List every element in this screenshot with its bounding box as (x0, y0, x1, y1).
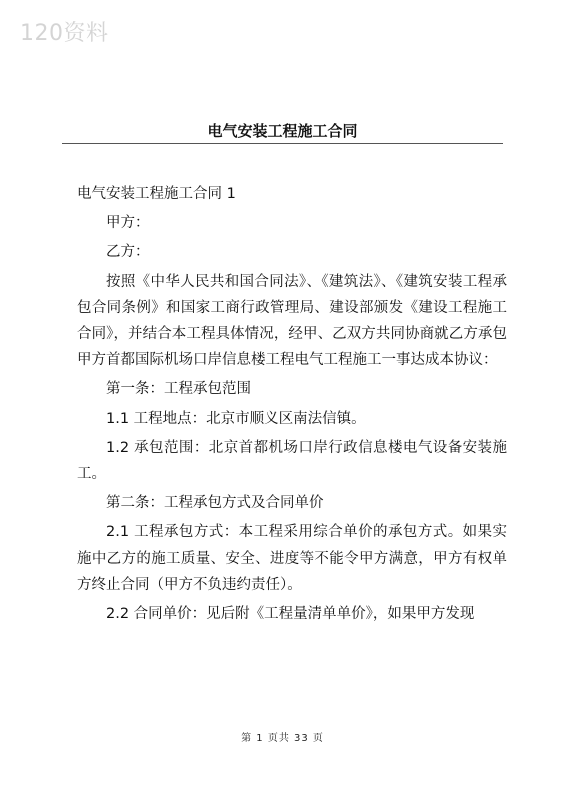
title-divider (62, 143, 503, 144)
watermark-logo: 120资料 (20, 21, 109, 46)
page-number-footer: 第 1 页共 33 页 (241, 733, 324, 744)
paragraph-1-1: 1.1 工程地点：北京市顺义区南法信镇。 (106, 410, 366, 427)
paragraph-article-2: 第二条：工程承包方式及合同单价 (106, 495, 324, 512)
paragraph-party-b: 乙方： (106, 244, 150, 261)
paragraph-article-1: 第一条：工程承包范围 (106, 381, 251, 398)
paragraph-party-a: 甲方： (106, 215, 150, 232)
paragraph-1-2: 1.2 承包范围：北京首都机场口岸行政信息楼电气设备安装施工。 (77, 439, 507, 483)
paragraph-2-2: 2.2 合同单价：见后附《工程量清单单价》，如果甲方发现 (106, 606, 475, 623)
paragraph-2-1: 2.1 工程承包方式：本工程采用综合单价的承包方式。如果实施中乙方的施工质量、安全、进度等不能令甲方满意，甲方有权单方终止合同（甲方不负违约责任）。 (77, 524, 507, 593)
document-body (77, 181, 507, 627)
paragraph-preamble: 按照《中华人民共和国合同法》、《建筑法》、《建筑安装工程承包合同条例》和国家工商行政管理局、建设部颁发《建设工程施工合同》，并结合本工程具体情况，经甲、乙双方共同协商就乙方承包甲方首都国际机场口岸信息楼工程电气工程施工一事达成本协议： (77, 273, 507, 369)
paragraph-heading: 电气安装工程施工合同 1 (77, 186, 236, 202)
document-title: 电气安装工程施工合同 (207, 122, 358, 140)
